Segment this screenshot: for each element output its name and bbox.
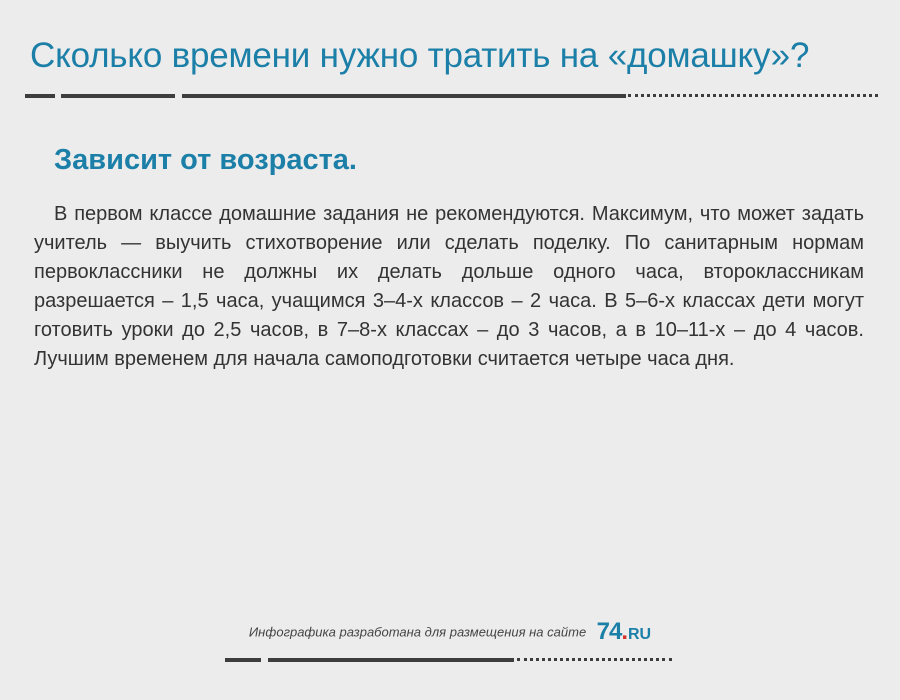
header-rule-medium (61, 94, 175, 98)
footer-rule-short (225, 658, 261, 662)
site-logo[interactable] (597, 618, 651, 646)
footer-credit (225, 618, 675, 648)
section-paragraph: В первом классе домашние задания не рекомендуются. Максимум, что может задать учитель — выучить стихотворение или сделать поделку. По санитарным нормам первоклассники не должны их делать дольше одного часа, второклассникам разрешается – 1,5 часа, учащимся 3–4-х классов – 2 часа. В 5–6-х классах дети могут готовить уроки до 2,5 часов, в 7–8-х классах – до 3 часов, а в 10–11-х – до 4 часов. Лучшим временем для начала самоподготовки считается четыре часа дня. (34, 203, 864, 370)
page-title: Сколько времени нужно тратить на «домашку»? (30, 36, 810, 75)
header-rule-short (25, 94, 55, 98)
footer-note: Инфографика разработана для размещения на сайте (248, 624, 587, 640)
logo-dot: . (621, 618, 628, 645)
header-rule-dotted (628, 94, 878, 97)
section-heading: Зависит от возраста. (54, 144, 357, 176)
logo-tld: RU (628, 626, 652, 643)
logo-number: 74 (596, 618, 622, 645)
footer-rule-dotted (517, 658, 672, 661)
footer-rule-long (268, 658, 514, 662)
header-rule-long (182, 94, 626, 98)
